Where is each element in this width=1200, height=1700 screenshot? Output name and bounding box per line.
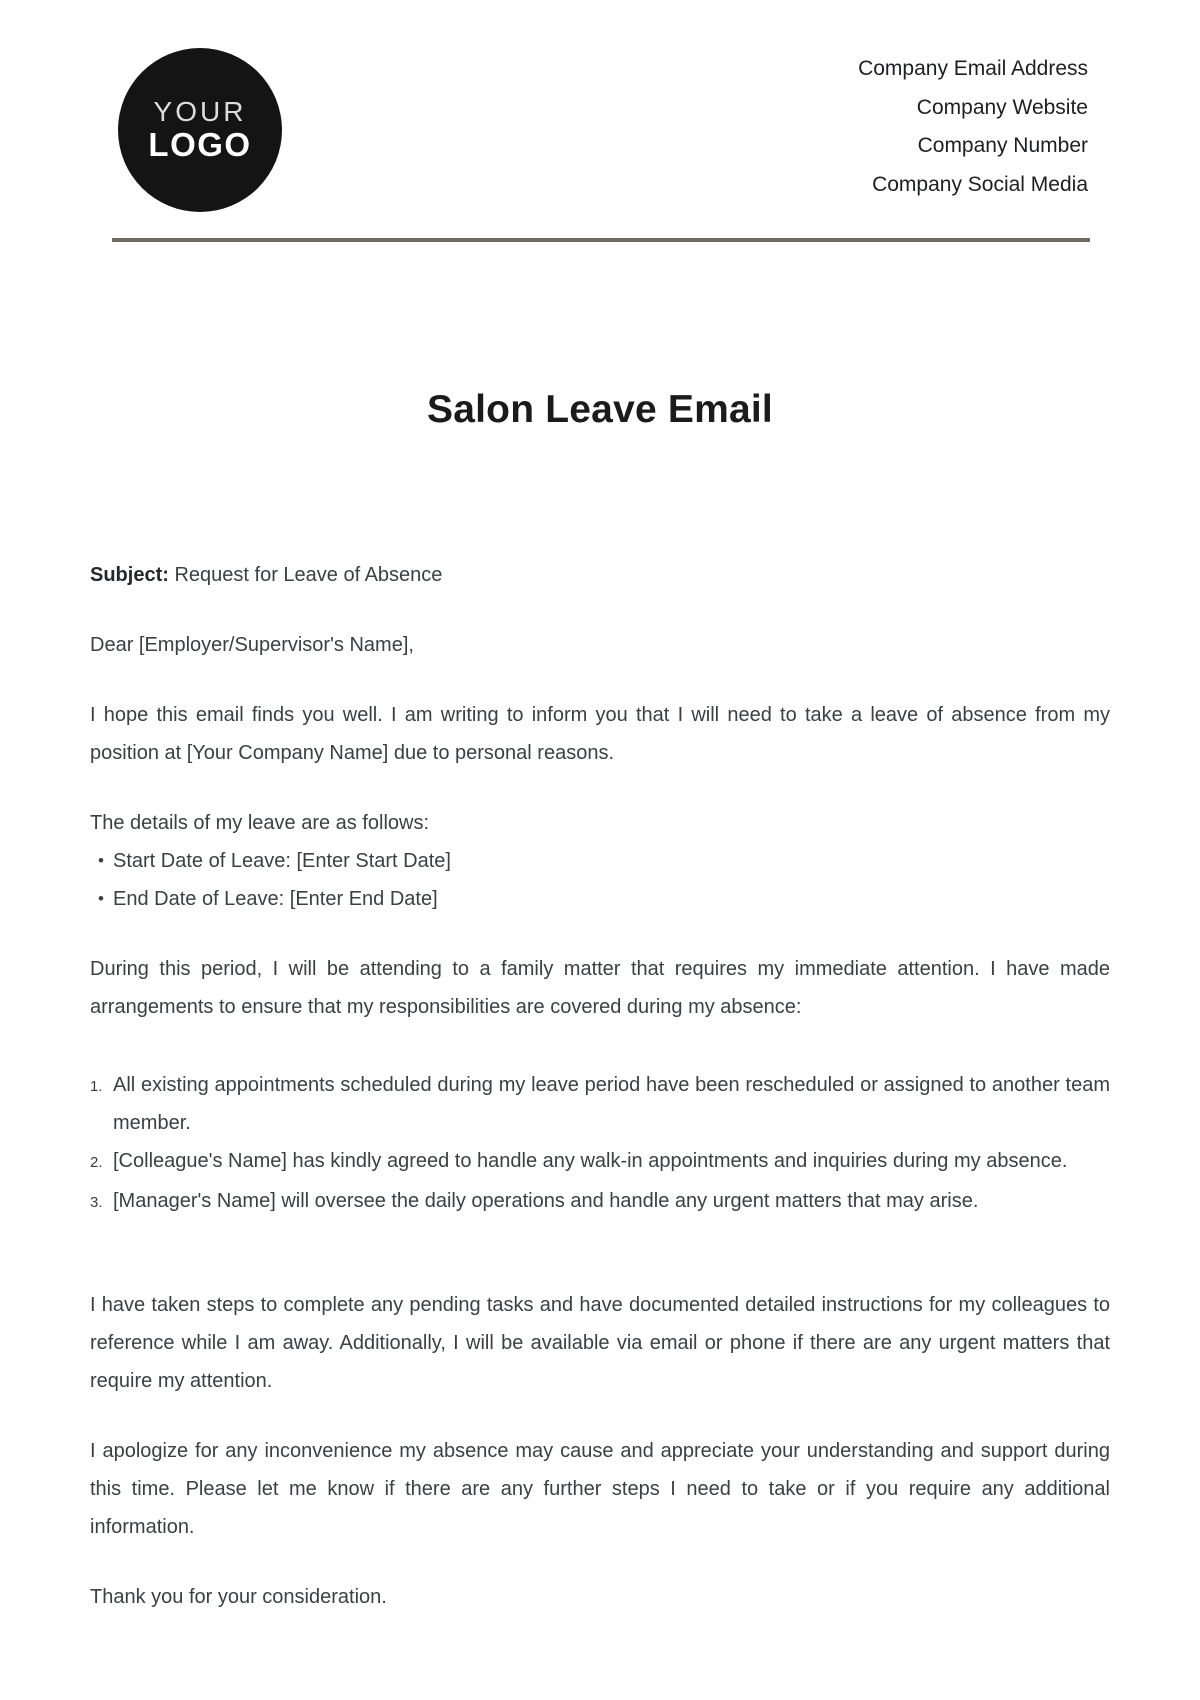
logo-text-logo: LOGO: [148, 126, 252, 163]
arrangements-list: [90, 1066, 1110, 1222]
contact-line-social: Company Social Media: [872, 172, 1088, 196]
subject-label: Subject:: [90, 564, 169, 586]
list-item-marker: 2.: [90, 1154, 103, 1171]
list-item: [90, 1142, 1110, 1182]
list-item-text: All existing appointments scheduled during my leave period have been rescheduled or assigned to another team member.: [113, 1074, 1110, 1134]
letter-header: [0, 0, 1200, 212]
apology-paragraph: I apologize for any inconvenience my absence may cause and appreciate your understanding and support during this time. Please let me know if there are any further steps I need to take or if you require any additional information.: [90, 1440, 1110, 1538]
leave-dates-list: [90, 842, 1110, 918]
company-contact-block: [858, 48, 1088, 204]
leave-date-start: • Start Date of Leave: [Enter Start Date]: [90, 842, 1110, 880]
list-item-text: [Colleague's Name] has kindly agreed to handle any walk-in appointments and inquiries during my absence.: [113, 1150, 1068, 1172]
contact-line-number: Company Number: [917, 134, 1088, 157]
contact-line-email: Company Email Address: [858, 57, 1088, 80]
list-item: [90, 1182, 1110, 1222]
leave-date-end: • End Date of Leave: [Enter End Date]: [90, 880, 1110, 918]
list-item-marker: 1.: [90, 1078, 103, 1095]
details-intro: The details of my leave are as follows:: [90, 812, 430, 834]
document-title: Salon Leave Email: [427, 388, 773, 431]
closing-line: Thank you for your consideration.: [90, 1586, 387, 1608]
header-divider: [112, 238, 1090, 242]
arrangements-paragraph: During this period, I will be attending to a family matter that requires my immediate attention. I have made arrangements to ensure that my responsibilities are covered during my absence:: [90, 958, 1110, 1018]
list-item-marker: 3.: [90, 1194, 103, 1211]
greeting-line: Dear [Employer/Supervisor's Name],: [90, 634, 414, 656]
steps-paragraph: I have taken steps to complete any pending tasks and have documented detailed instructions for my colleagues to reference while I am away. Additionally, I will be available via email or phone if there are any urgent matters that require my attention.: [90, 1294, 1110, 1392]
letter-body: [0, 388, 1200, 1616]
intro-paragraph: I hope this email finds you well. I am writing to inform you that I will need to take a leave of absence from my position at [Your Company Name] due to personal reasons.: [90, 704, 1110, 764]
contact-line-website: Company Website: [916, 95, 1088, 119]
list-item: [90, 1066, 1110, 1142]
list-item-text: [Manager's Name] will oversee the daily operations and handle any urgent matters that may arise.: [113, 1190, 979, 1212]
subject-text: Request for Leave of Absence: [174, 564, 443, 586]
subject-line: [90, 556, 1110, 594]
logo-text-your: YOUR: [153, 96, 247, 127]
company-logo: [118, 48, 282, 212]
